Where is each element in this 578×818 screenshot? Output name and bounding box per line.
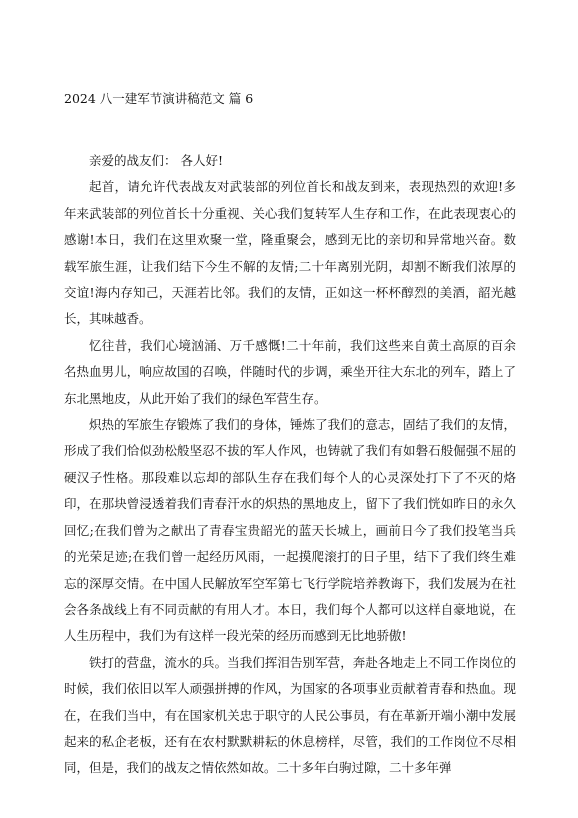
paragraph-2: 忆往昔，我们心境汹涌、万千感慨!二十年前，我们这些来自黄土高原的百余名热血男儿，响应故国的召唤，伴随时代的步调，乘坐开往大东北的列车，踏上了东北黑地皮，从此开始了我们的绿色军营生存。	[64, 337, 516, 406]
paragraph-1: 起首，请允许代表战友对武装部的列位首长和战友到来，表现热烈的欢迎!多年来武装部的列位首长十分重视、关心我们复转军人生存和工作，在此表现衷心的感谢!本日，我们在这里欢聚一堂，隆重聚会，感到无比的亲切和异常地兴奋。数载军旅生涯，让我们结下今生不解的友情;二十年离别光阴，却割不断我们浓厚的交谊!海内存知己，天涯若比邻。我们的友情，正如这一杯杯醇烈的美酒，韶光越长，其味越香。	[64, 179, 516, 327]
document-title: 2024 八一建军节演讲稿范文 篇 6	[64, 91, 254, 106]
greeting-paragraph: 亲爱的战友们： 各人好!	[89, 153, 223, 168]
paragraph-4: 铁打的营盘，流水的兵。当我们挥泪告别军营，奔赴各地走上不同工作岗位的时候，我们依旧以军人顽强拼搏的作风，为国家的各项事业贡献着青春和热血。现在，在我们当中，有在国家机关忠于职守的人民公事员，有在革新开端小潮中发展起来的私企老板，还有在农村默默耕耘的休息榜样，尽管，我们的工作岗位不尽相同，但是，我们的战友之情依然如故。二十多年白驹过隙，二十多年弹	[64, 654, 516, 776]
paragraph-3: 炽热的军旅生存锻炼了我们的身体，锤炼了我们的意志，固结了我们的友情，形成了我们恰似劲松般坚忍不拔的军人作风，也铸就了我们有如磐石般倔强不屈的硬汉子性格。那段难以忘却的部队生存在我们每个人的心灵深处打下了不灭的烙印，在那块曾浸透着我们青春汗水的炽热的黑地皮上，留下了我们恍如昨日的永久回忆;在我们曾为之献出了青春宝贵韶光的蓝天长城上，画前日今了我们投笔当兵的光荣足迹;在我们曾一起经历风雨，一起摸爬滚打的日子里，结下了我们终生难忘的深厚交情。在中国人民解放军空军第七飞行学院培养教诲下，我们发展为在社会各条战线上有不同贡献的有用人才。本日，我们每个人都可以这样自豪地说，在人生历程中，我们为有这样一段光荣的经历而感到无比地骄傲!	[64, 417, 516, 644]
document-body	[64, 148, 516, 782]
